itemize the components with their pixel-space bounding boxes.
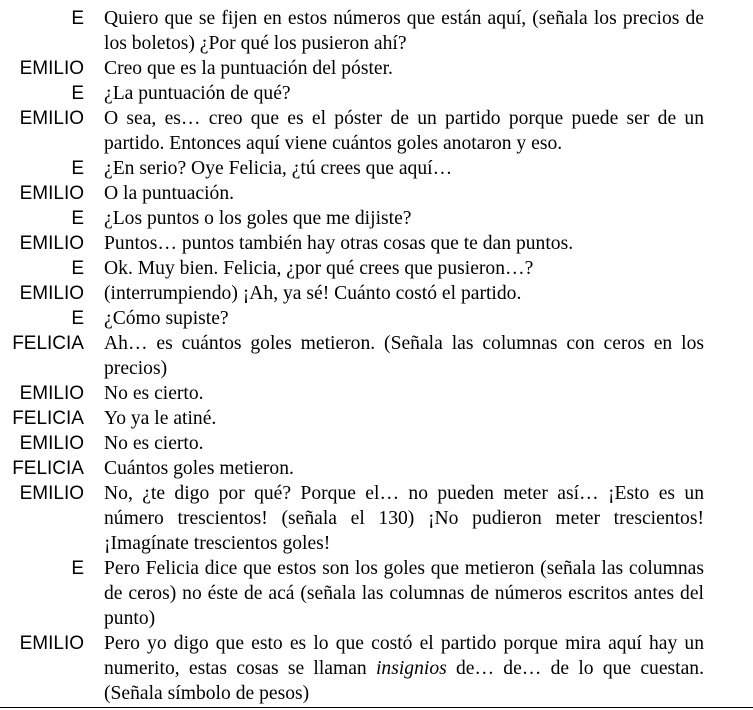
speaker-label: EMILIO (19, 108, 84, 129)
utterance-text: No es cierto. (104, 383, 204, 404)
transcript (0, 6, 753, 706)
speaker-label: E (71, 208, 84, 229)
speaker-label: FELICIA (12, 333, 84, 354)
utterance-text (104, 631, 704, 706)
utterance-text: ¿Los puntos o los goles que me dijiste? (104, 208, 412, 229)
utterance-text: O la puntuación. (104, 183, 235, 204)
speaker-label: EMILIO (19, 433, 84, 454)
transcript-turn (0, 331, 753, 381)
speaker-label: E (71, 158, 84, 179)
transcript-turn (0, 556, 753, 631)
transcript-turn (0, 431, 753, 456)
speaker-label: E (71, 558, 84, 579)
bottom-rule (0, 707, 753, 708)
speaker-label: EMILIO (19, 283, 84, 304)
utterance-text: Ah… es cuántos goles metieron. (Señala las columnas con ceros en los precios) (104, 333, 704, 379)
speaker-label: EMILIO (19, 58, 84, 79)
transcript-turn (0, 256, 753, 281)
utterance-text: Quiero que se fijen en estos números que están aquí, (señala los precios de los boletos) ¿Por qué los pusieron ahí? (104, 8, 704, 54)
transcript-turn (0, 6, 753, 56)
utterance-text: Yo ya le atiné. (104, 408, 217, 429)
transcript-turn (0, 306, 753, 331)
utterance-text: Creo que es la puntuación del póster. (104, 58, 393, 79)
utterance-text: ¿Cómo supiste? (104, 308, 229, 329)
transcript-turn (0, 106, 753, 156)
transcript-turn (0, 631, 753, 706)
speaker-label: EMILIO (19, 633, 84, 654)
utterance-text: Puntos… puntos también hay otras cosas que te dan puntos. (104, 233, 574, 254)
utterance-text-part: de… de… de lo que cuestan. (Señala símbolo de pesos) (104, 658, 704, 704)
utterance-text: Ok. Muy bien. Felicia, ¿por qué crees que pusieron…? (104, 258, 534, 279)
utterance-text: Cuántos goles metieron. (104, 458, 294, 479)
transcript-turn (0, 406, 753, 431)
speaker-label: FELICIA (12, 408, 84, 429)
utterance-text: ¿La puntuación de qué? (104, 83, 291, 104)
speaker-label: E (71, 8, 84, 29)
speaker-label: EMILIO (19, 383, 84, 404)
utterance-italic-term: insignios (375, 658, 447, 679)
transcript-turn (0, 181, 753, 206)
transcript-turn (0, 231, 753, 256)
transcript-turn (0, 156, 753, 181)
utterance-text: (interrumpiendo) ¡Ah, ya sé! Cuánto costó el partido. (104, 283, 522, 304)
speaker-label: E (71, 308, 84, 329)
speaker-label: E (71, 258, 84, 279)
utterance-text: ¿En serio? Oye Felicia, ¿tú crees que aquí… (104, 158, 453, 179)
transcript-turn (0, 281, 753, 306)
speaker-label: FELICIA (12, 458, 84, 479)
speaker-label: EMILIO (19, 233, 84, 254)
transcript-turn (0, 206, 753, 231)
transcript-turn (0, 456, 753, 481)
transcript-turn (0, 56, 753, 81)
transcript-turn (0, 81, 753, 106)
utterance-text: O sea, es… creo que es el póster de un partido porque puede ser de un partido. Entonces aquí viene cuántos goles anotaron y eso. (104, 108, 704, 154)
utterance-text: Pero Felicia dice que estos son los goles que metieron (señala las columnas de ceros) no éste de acá (señala las columnas de números escritos antes del punto) (104, 558, 704, 629)
speaker-label: EMILIO (19, 183, 84, 204)
transcript-turn (0, 381, 753, 406)
utterance-text: No, ¿te digo por qué? Porque el… no pueden meter así… ¡Esto es un número trescientos! (señala el 130) ¡No pudieron meter trescientos! ¡Imagínate trescientos goles! (104, 483, 704, 554)
transcript-turn (0, 481, 753, 556)
utterance-text-part: Pero yo digo que esto es lo que costó el partido porque mira aquí hay un numerito, estas cosas se llaman (104, 633, 704, 679)
speaker-label: E (71, 83, 84, 104)
utterance-text: No es cierto. (104, 433, 204, 454)
speaker-label: EMILIO (19, 483, 84, 504)
